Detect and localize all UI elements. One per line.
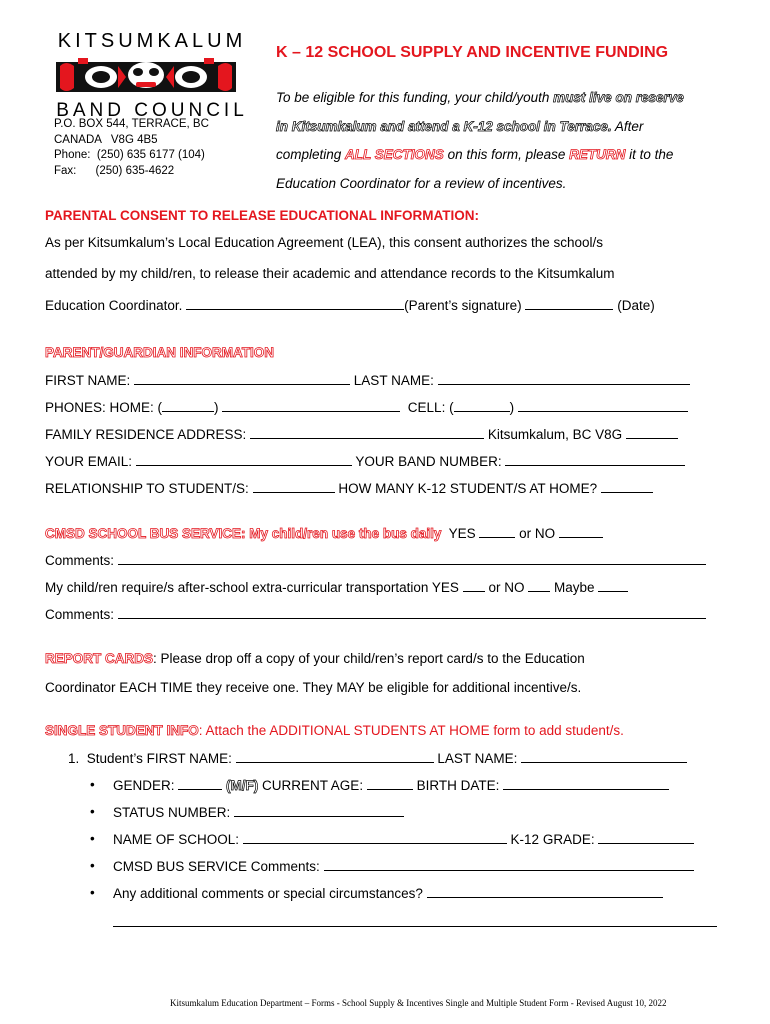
bus-no-field[interactable]: [559, 525, 603, 538]
org-block: [56, 30, 248, 122]
bus-comments-row: [45, 552, 706, 568]
paren: ): [509, 400, 515, 415]
extra-transport-label: My child/ren require/s after-school extra-curricular transportation YES: [45, 580, 459, 595]
no-label: or NO: [519, 526, 556, 541]
student-last-name-field[interactable]: [521, 750, 687, 763]
extra-comments-field[interactable]: [118, 606, 706, 619]
email-label: YOUR EMAIL:: [45, 454, 133, 469]
bus-service-comments-label: CMSD BUS SERVICE Comments:: [113, 859, 320, 874]
home-phone-field[interactable]: [222, 399, 400, 412]
intro-text: it to the: [625, 147, 674, 162]
intro-text: completing: [276, 147, 346, 162]
comments-label: Comments:: [45, 553, 115, 568]
parent-signature-field[interactable]: [186, 297, 404, 310]
student-first-name-field[interactable]: [236, 750, 434, 763]
intro-emphasis: in Kitsumkalum and attend a K-12 school in Terrace.: [276, 118, 612, 134]
single-student-row: [45, 723, 624, 738]
yes-label: YES: [448, 526, 476, 541]
age-field[interactable]: [367, 777, 413, 790]
single-student-note: : Attach the ADDITIONAL STUDENTS AT HOME form to add student/s.: [198, 723, 624, 738]
gender-row: [90, 777, 669, 793]
residence-row: [45, 426, 678, 442]
address-line: P.O. BOX 544, TERRACE, BC: [54, 118, 209, 130]
status-row: [90, 804, 404, 820]
consent-text: As per Kitsumkalum’s Local Education Agreement (LEA), this consent authorizes the school/s: [45, 235, 604, 250]
bus-heading: CMSD SCHOOL BUS SERVICE:: [45, 526, 246, 541]
comments-label: Comments:: [45, 607, 115, 622]
cell-area-code-field[interactable]: [454, 399, 510, 412]
date-label: (Date): [617, 298, 655, 313]
home-phone-label: PHONES: HOME: (: [45, 400, 163, 415]
consent-signature-line: [45, 297, 655, 313]
email-row: [45, 453, 685, 469]
birth-date-label: BIRTH DATE:: [416, 778, 500, 793]
formline-art-logo: [56, 56, 236, 98]
band-number-field[interactable]: [505, 453, 685, 466]
gender-field[interactable]: [178, 777, 222, 790]
org-name-bottom: BAND COUNCIL: [56, 100, 248, 121]
cell-phone-field[interactable]: [518, 399, 688, 412]
last-name-label: LAST NAME:: [353, 373, 434, 388]
status-number-field[interactable]: [234, 804, 404, 817]
first-name-label: FIRST NAME:: [45, 373, 131, 388]
grade-label: K-12 GRADE:: [510, 832, 595, 847]
student-name-row: [68, 750, 687, 766]
residence-label: FAMILY RESIDENCE ADDRESS:: [45, 427, 247, 442]
bus-yes-field[interactable]: [479, 525, 515, 538]
address-block: [54, 117, 209, 179]
bus-service-comments-row: [90, 858, 694, 874]
email-field[interactable]: [136, 453, 352, 466]
report-cards-row: [45, 651, 585, 666]
item-number: 1.: [68, 751, 80, 766]
intro-emphasis-red: RETURN: [569, 147, 626, 162]
student-first-name-label: Student’s FIRST NAME:: [86, 751, 232, 766]
consent-text: Education Coordinator.: [45, 298, 183, 313]
student-last-name-label: LAST NAME:: [437, 751, 518, 766]
additional-comments-row: [90, 885, 663, 901]
form-title: K – 12 SCHOOL SUPPLY AND INCENTIVE FUNDING: [276, 44, 669, 61]
report-cards-text: : Please drop off a copy of your child/ren’s report card/s to the Education: [153, 651, 585, 666]
cell-phone-label: CELL: (: [407, 400, 454, 415]
gender-label: GENDER:: [113, 778, 175, 793]
intro-text: To be eligible for this funding, your child/youth: [276, 90, 554, 105]
home-area-code-field[interactable]: [162, 399, 214, 412]
postal-code-field[interactable]: [626, 426, 678, 439]
birth-date-field[interactable]: [503, 777, 669, 790]
bus-service-comments-field[interactable]: [324, 858, 694, 871]
student-count-field[interactable]: [601, 480, 653, 493]
intro-text: on this form, please: [443, 147, 570, 162]
signature-label: (Parent’s signature): [404, 298, 522, 313]
phone-line: Phone: (250) 635 6177 (104): [54, 149, 205, 161]
additional-comments-continuation-field[interactable]: [113, 914, 717, 927]
extra-transport-row: [45, 579, 628, 595]
maybe-label: Maybe: [554, 580, 595, 595]
fax-line: Fax: (250) 635-4622: [54, 164, 175, 177]
intro-text: After: [611, 118, 644, 134]
report-cards-heading: REPORT CARDS: [45, 651, 154, 666]
residence-field[interactable]: [250, 426, 484, 439]
age-label: CURRENT AGE:: [262, 778, 364, 793]
extra-comments-row: [45, 606, 706, 622]
single-student-heading: SINGLE STUDENT INFO: [45, 723, 199, 738]
relationship-label: RELATIONSHIP TO STUDENT/S:: [45, 481, 249, 496]
relationship-field[interactable]: [253, 480, 335, 493]
consent-heading: PARENTAL CONSENT TO RELEASE EDUCATIONAL INFORMATION:: [45, 208, 480, 223]
school-field[interactable]: [243, 831, 507, 844]
intro-text: Education Coordinator for a review of incentives.: [276, 175, 567, 191]
phones-row: [45, 399, 688, 415]
consent-text: attended by my child/ren, to release their academic and attendance records to the Kitsumkalum: [45, 266, 615, 281]
guardian-heading: PARENT/GUARDIAN INFORMATION: [45, 345, 274, 360]
paren: ): [214, 400, 219, 415]
first-name-field[interactable]: [134, 372, 350, 385]
report-cards-text: Coordinator EACH TIME they receive one. They MAY be eligible for additional incentive/s.: [45, 680, 582, 695]
residence-suffix: Kitsumkalum, BC V8G: [487, 427, 623, 442]
school-label: NAME OF SCHOOL:: [113, 832, 240, 847]
student-count-label: HOW MANY K-12 STUDENT/S AT HOME?: [338, 481, 598, 496]
relationship-row: [45, 480, 653, 496]
guardian-name-row: [45, 372, 690, 388]
org-name-top: KITSUMKALUM: [57, 30, 247, 52]
bus-comments-field[interactable]: [118, 552, 706, 565]
extra-maybe-field[interactable]: [598, 579, 628, 592]
no-label: or NO: [488, 580, 525, 595]
extra-yes-field[interactable]: [463, 579, 485, 592]
intro-emphasis: must live on reserve: [553, 90, 684, 105]
additional-comments-field[interactable]: [427, 885, 663, 898]
eligibility-intro: [276, 84, 746, 198]
bus-row: [45, 525, 603, 541]
status-number-label: STATUS NUMBER:: [113, 805, 231, 820]
intro-emphasis-red: ALL SECTIONS: [345, 147, 444, 162]
date-field[interactable]: [525, 297, 613, 310]
grade-field[interactable]: [598, 831, 694, 844]
additional-comments-label: Any additional comments or special circumstances?: [113, 886, 423, 901]
address-line: CANADA V8G 4B5: [54, 133, 158, 146]
gender-hint: (M/F): [226, 778, 259, 793]
band-number-label: YOUR BAND NUMBER:: [355, 454, 502, 469]
bus-heading-question: My child/ren use the bus daily: [249, 526, 442, 541]
last-name-field[interactable]: [438, 372, 690, 385]
extra-no-field[interactable]: [528, 579, 550, 592]
page-footer: Kitsumkalum Education Department – Forms - School Supply & Incentives Single and Multiple Student Form - Revised August 10, 2022: [170, 998, 667, 1008]
school-row: [90, 831, 694, 847]
